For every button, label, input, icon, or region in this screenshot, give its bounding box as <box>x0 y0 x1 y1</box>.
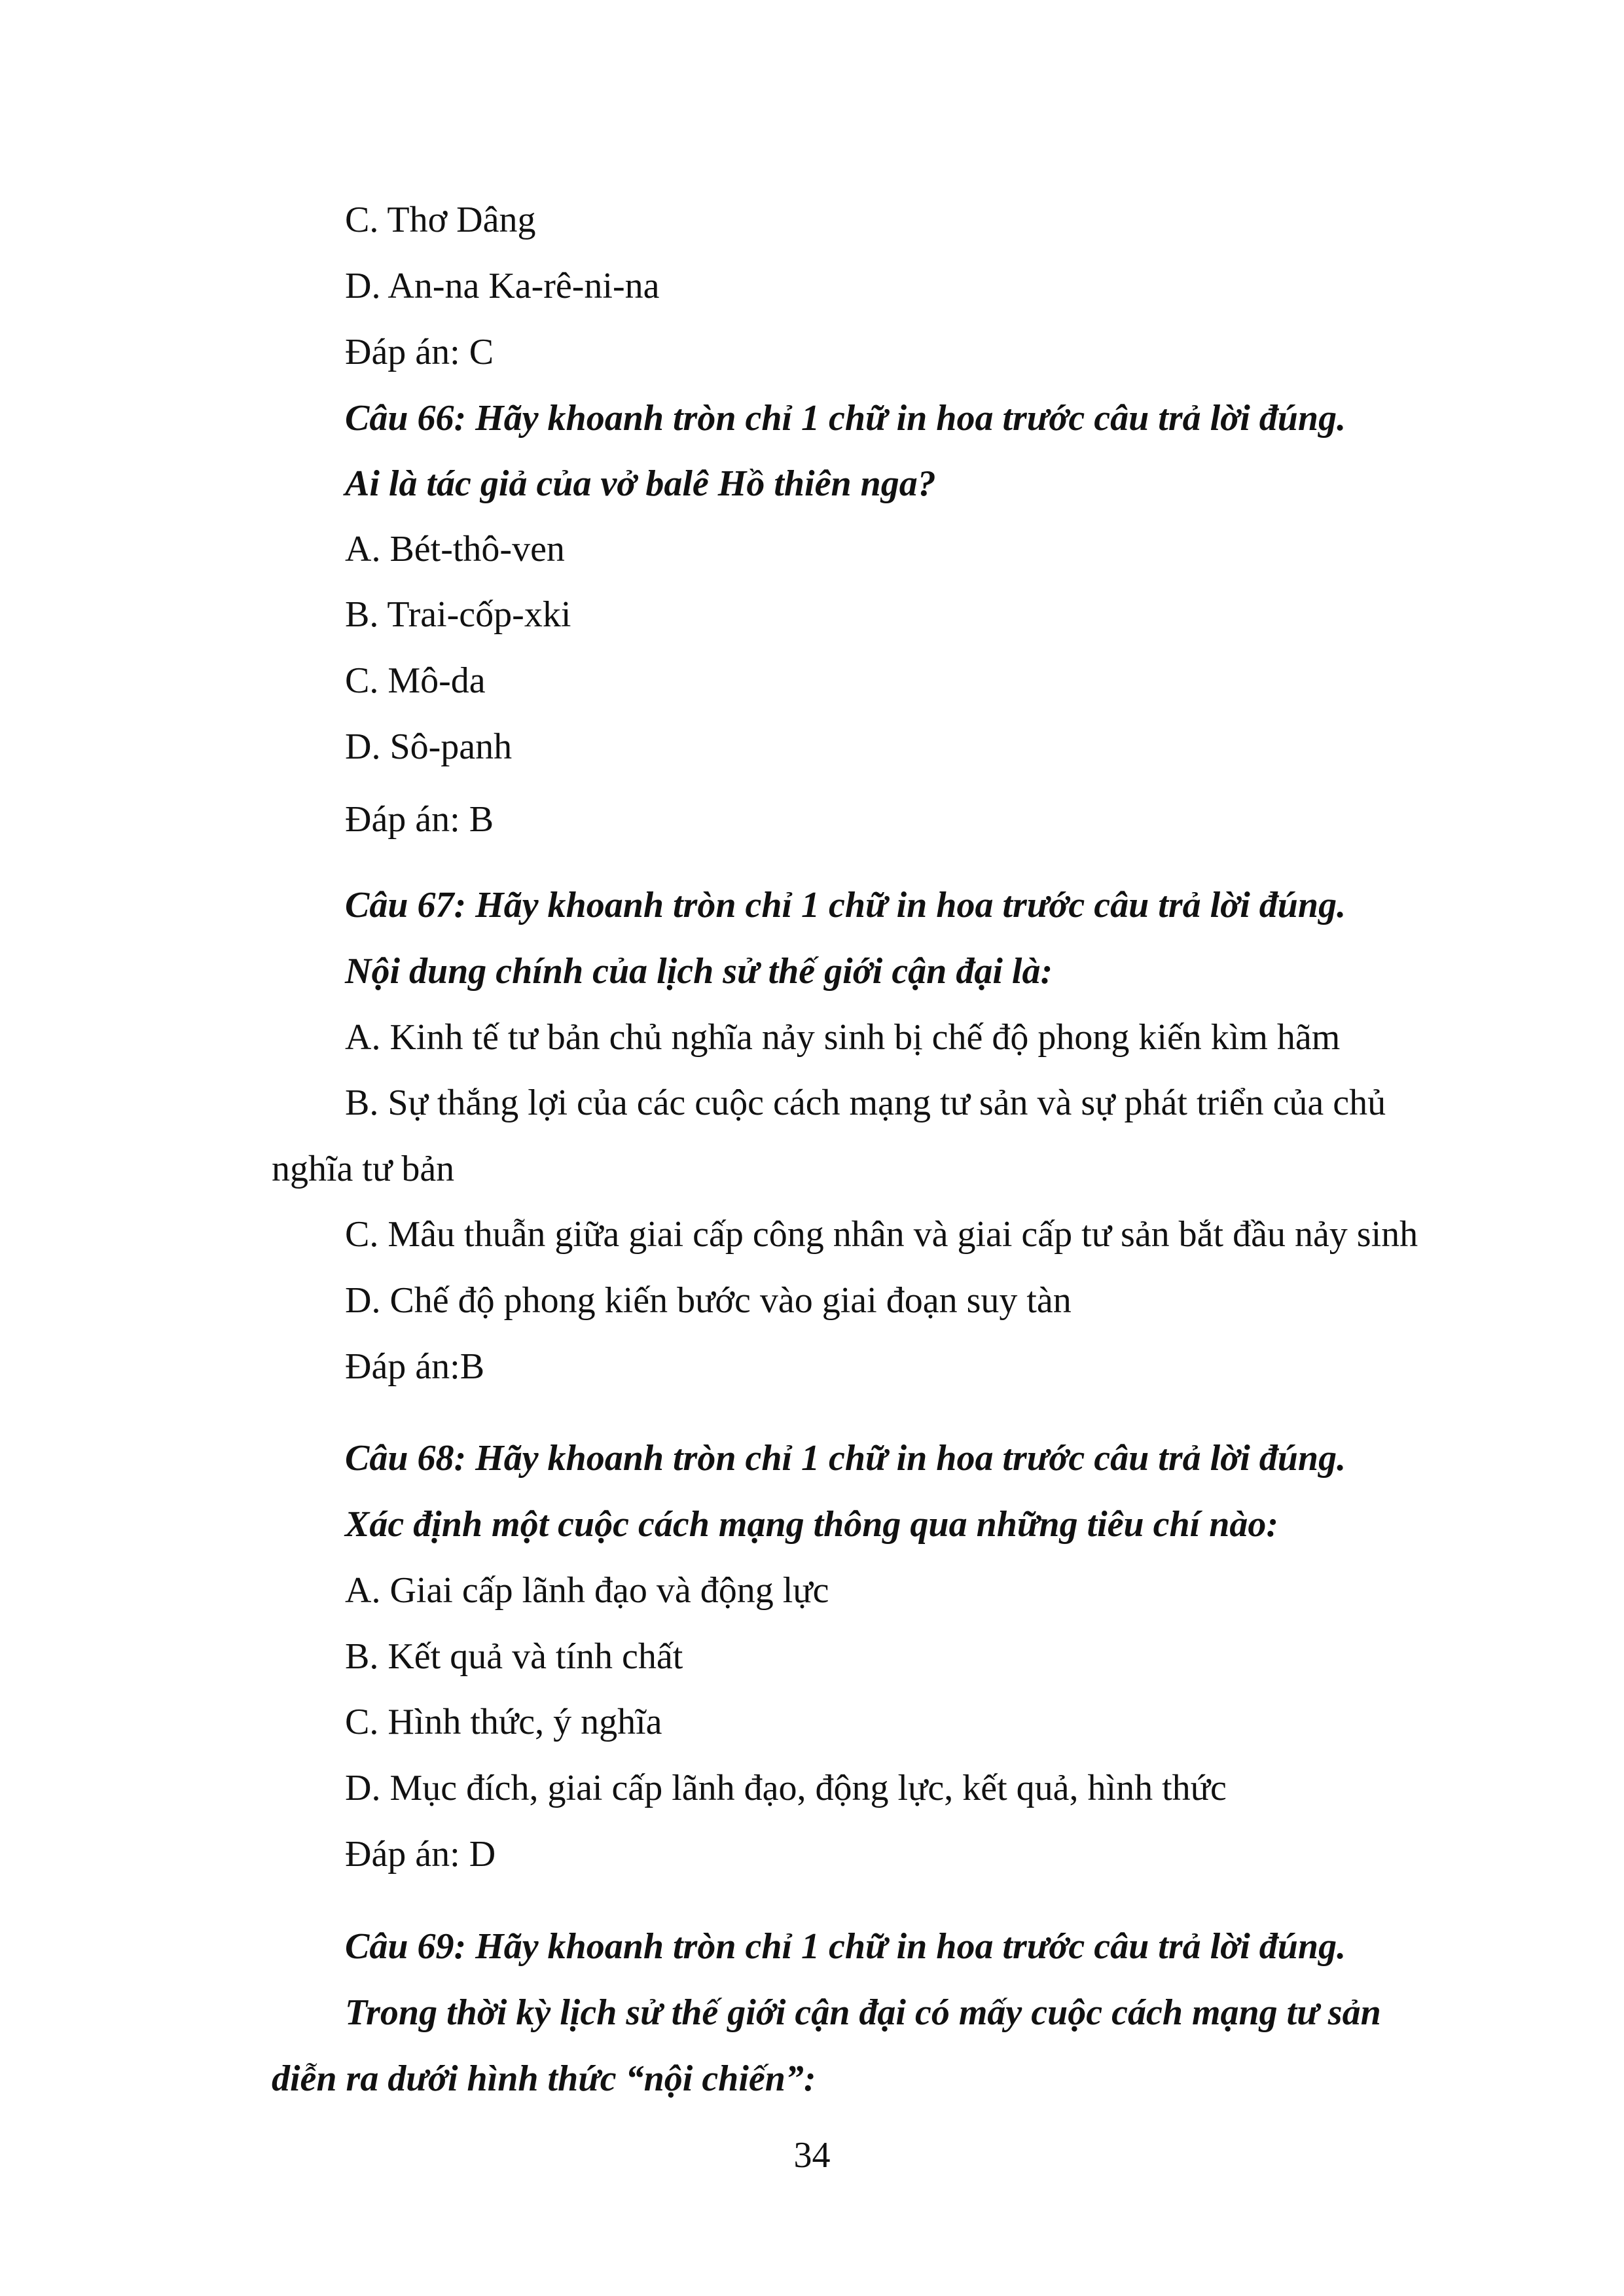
option-letter: D. <box>345 726 381 767</box>
answer-line: Đáp án: C <box>345 332 494 372</box>
option-text: Sự thắng lợi của các cuộc cách mạng tư sản và sự phát triển của chủ <box>388 1083 1386 1123</box>
option-d <box>345 1282 1072 1319</box>
option-text: An-na Ka-rê-ni-na <box>388 266 660 306</box>
answer-line: Đáp án: D <box>345 1834 496 1874</box>
option-b <box>345 596 571 633</box>
option-c <box>345 1704 662 1740</box>
option-continuation: nghĩa tư bản <box>272 1149 455 1189</box>
option-a <box>345 1572 829 1609</box>
question-prompt: Xác định một cuộc cách mạng thông qua những tiêu chí nào: <box>345 1504 1279 1545</box>
option-text: Sô-panh <box>389 726 513 767</box>
option-letter: B. <box>345 1083 379 1123</box>
option-letter: C. <box>345 660 379 701</box>
question-heading: Câu 68: Hãy khoanh tròn chỉ 1 chữ in hoa trước câu trả lời đúng. <box>345 1438 1346 1479</box>
option-c <box>345 662 486 699</box>
option-d <box>345 728 512 765</box>
option-text: Chế độ phong kiến bước vào giai đoạn suy tàn <box>389 1280 1072 1321</box>
option-letter: C. <box>345 1702 379 1742</box>
option-letter: D. <box>345 266 381 306</box>
option-letter: A. <box>345 1017 381 1058</box>
option-text: Mâu thuẫn giữa giai cấp công nhân và giai cấp tư sản bắt đầu nảy sinh <box>388 1214 1418 1255</box>
question-heading: Câu 67: Hãy khoanh tròn chỉ 1 chữ in hoa trước câu trả lời đúng. <box>345 885 1346 925</box>
option-letter: D. <box>345 1768 381 1808</box>
question-prompt: Ai là tác giả của vở balê Hồ thiên nga? <box>345 463 936 504</box>
option-c <box>345 202 535 238</box>
option-b <box>345 1085 1386 1121</box>
option-text: Thơ Dâng <box>387 200 536 240</box>
option-letter: C. <box>345 200 379 240</box>
option-text: Mô-da <box>388 660 486 701</box>
option-letter: A. <box>345 1570 381 1611</box>
page-number: 34 <box>793 2135 831 2176</box>
option-d <box>345 268 659 304</box>
answer-line: Đáp án: B <box>345 799 494 840</box>
option-b <box>345 1638 683 1675</box>
option-text: Kết quả và tính chất <box>388 1636 683 1677</box>
option-letter: C. <box>345 1214 379 1255</box>
option-letter: A. <box>345 529 381 569</box>
question-prompt: Trong thời kỳ lịch sử thế giới cận đại có mấy cuộc cách mạng tư sản <box>345 1992 1381 2033</box>
option-text: Trai-cốp-xki <box>387 594 571 635</box>
option-text: Hình thức, ý nghĩa <box>388 1702 662 1742</box>
option-a <box>345 531 565 567</box>
question-prompt-continuation: diễn ra dưới hình thức “nội chiến”: <box>272 2058 816 2099</box>
option-letter: D. <box>345 1280 381 1321</box>
question-heading: Câu 69: Hãy khoanh tròn chỉ 1 chữ in hoa trước câu trả lời đúng. <box>345 1926 1346 1967</box>
question-heading: Câu 66: Hãy khoanh tròn chỉ 1 chữ in hoa trước câu trả lời đúng. <box>345 398 1346 439</box>
option-a <box>345 1019 1340 1056</box>
question-prompt: Nội dung chính của lịch sử thế giới cận đại là: <box>345 951 1053 992</box>
option-text: Giai cấp lãnh đạo và động lực <box>389 1570 829 1611</box>
option-text: Bét-thô-ven <box>389 529 565 569</box>
option-c <box>345 1216 1418 1253</box>
answer-line: Đáp án:B <box>345 1346 485 1387</box>
option-d <box>345 1770 1227 1806</box>
option-text: Kinh tế tư bản chủ nghĩa nảy sinh bị chế độ phong kiến kìm hãm <box>389 1017 1341 1058</box>
option-letter: B. <box>345 594 379 635</box>
option-letter: B. <box>345 1636 379 1677</box>
option-text: Mục đích, giai cấp lãnh đạo, động lực, kết quả, hình thức <box>389 1768 1227 1808</box>
